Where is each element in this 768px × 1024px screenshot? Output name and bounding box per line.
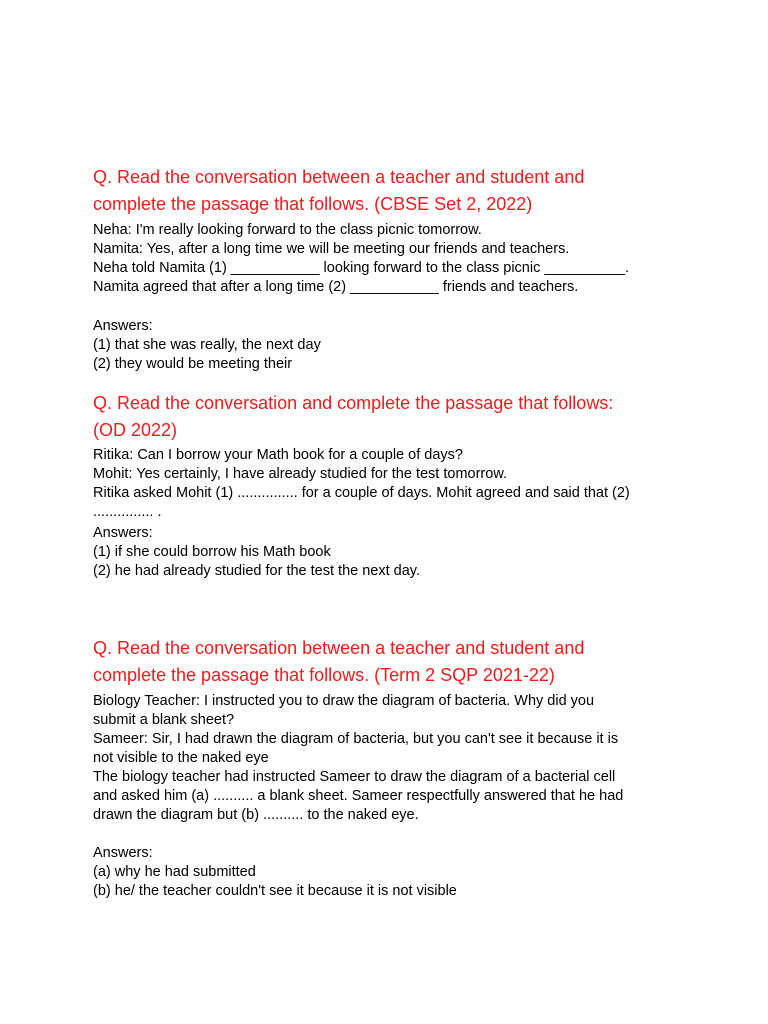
dialogue-text: Can I borrow your Math book for a couple of days? <box>133 447 463 463</box>
question-1-heading-line-1: Q. Read the conversation between a teacher and student and <box>93 167 585 187</box>
passage-line: and asked him (a) .......... a blank sheet. Sameer respectfully answered that he had <box>93 788 624 804</box>
question-3-conversation <box>93 692 693 825</box>
speaker-name: Namita: <box>93 241 143 257</box>
question-3-heading-line-2: complete the passage that follows. (Term 2 SQP 2021-22) <box>93 665 555 685</box>
passage-line: Ritika asked Mohit (1) ............... for a couple of days. Mohit agreed and said that (2) <box>93 485 630 501</box>
dialogue-text: Yes certainly, I have already studied for the test tomorrow. <box>132 466 508 482</box>
question-1-conversation <box>93 221 693 297</box>
speaker-name: Biology Teacher: <box>93 693 200 709</box>
question-2-heading-line-1: Q. Read the conversation and complete the passage that follows: <box>93 393 614 413</box>
dialogue-line-continued: submit a blank sheet? <box>93 712 235 728</box>
passage-line: ............... . <box>93 504 162 520</box>
answer-line: (b) he/ the teacher couldn't see it because it is not visible <box>93 883 457 899</box>
dialogue-line <box>93 221 693 240</box>
question-3-heading <box>93 635 693 689</box>
question-3-block <box>93 635 693 689</box>
question-2-conversation <box>93 446 693 522</box>
question-3-answers <box>93 844 693 901</box>
question-1-answers <box>93 317 693 374</box>
answer-line: (a) why he had submitted <box>93 864 256 880</box>
answers-heading: Answers: <box>93 525 153 541</box>
question-3-heading-line-1: Q. Read the conversation between a teacher and student and <box>93 638 585 658</box>
speaker-name: Mohit: <box>93 466 133 482</box>
answers-heading: Answers: <box>93 318 153 334</box>
question-1-heading-line-2: complete the passage that follows. (CBSE Set 2, 2022) <box>93 194 533 214</box>
question-2-block <box>93 390 693 444</box>
dialogue-line <box>93 692 693 711</box>
answer-line: (1) that she was really, the next day <box>93 337 321 353</box>
passage-line: drawn the diagram but (b) .......... to the naked eye. <box>93 807 419 823</box>
question-1-block <box>93 164 693 218</box>
dialogue-line-continued: not visible to the naked eye <box>93 750 269 766</box>
question-2-heading <box>93 390 693 444</box>
dialogue-text: Sir, I had drawn the diagram of bacteria, but you can't see it because it is <box>147 731 619 747</box>
question-2-heading-line-2: (OD 2022) <box>93 420 178 440</box>
answer-line: (1) if she could borrow his Math book <box>93 544 331 560</box>
dialogue-line <box>93 446 693 465</box>
dialogue-line <box>93 730 693 749</box>
answers-heading: Answers: <box>93 845 153 861</box>
dialogue-text: Yes, after a long time we will be meeting our friends and teachers. <box>142 241 570 257</box>
dialogue-text: I'm really looking forward to the class picnic tomorrow. <box>131 222 482 238</box>
speaker-name: Ritika: <box>93 447 134 463</box>
passage-line: Neha told Namita (1) ___________ looking forward to the class picnic __________. <box>93 260 630 276</box>
speaker-name: Neha: <box>93 222 132 238</box>
answer-line: (2) he had already studied for the test the next day. <box>93 563 420 579</box>
question-2-answers <box>93 524 693 581</box>
question-1-heading <box>93 164 693 218</box>
dialogue-text: I instructed you to draw the diagram of bacteria. Why did you <box>199 693 595 709</box>
answer-line: (2) they would be meeting their <box>93 356 293 372</box>
dialogue-line <box>93 240 693 259</box>
passage-line: The biology teacher had instructed Sameer to draw the diagram of a bacterial cell <box>93 769 616 785</box>
passage-line: Namita agreed that after a long time (2) ___________ friends and teachers. <box>93 279 579 295</box>
dialogue-line <box>93 465 693 484</box>
speaker-name: Sameer: <box>93 731 148 747</box>
